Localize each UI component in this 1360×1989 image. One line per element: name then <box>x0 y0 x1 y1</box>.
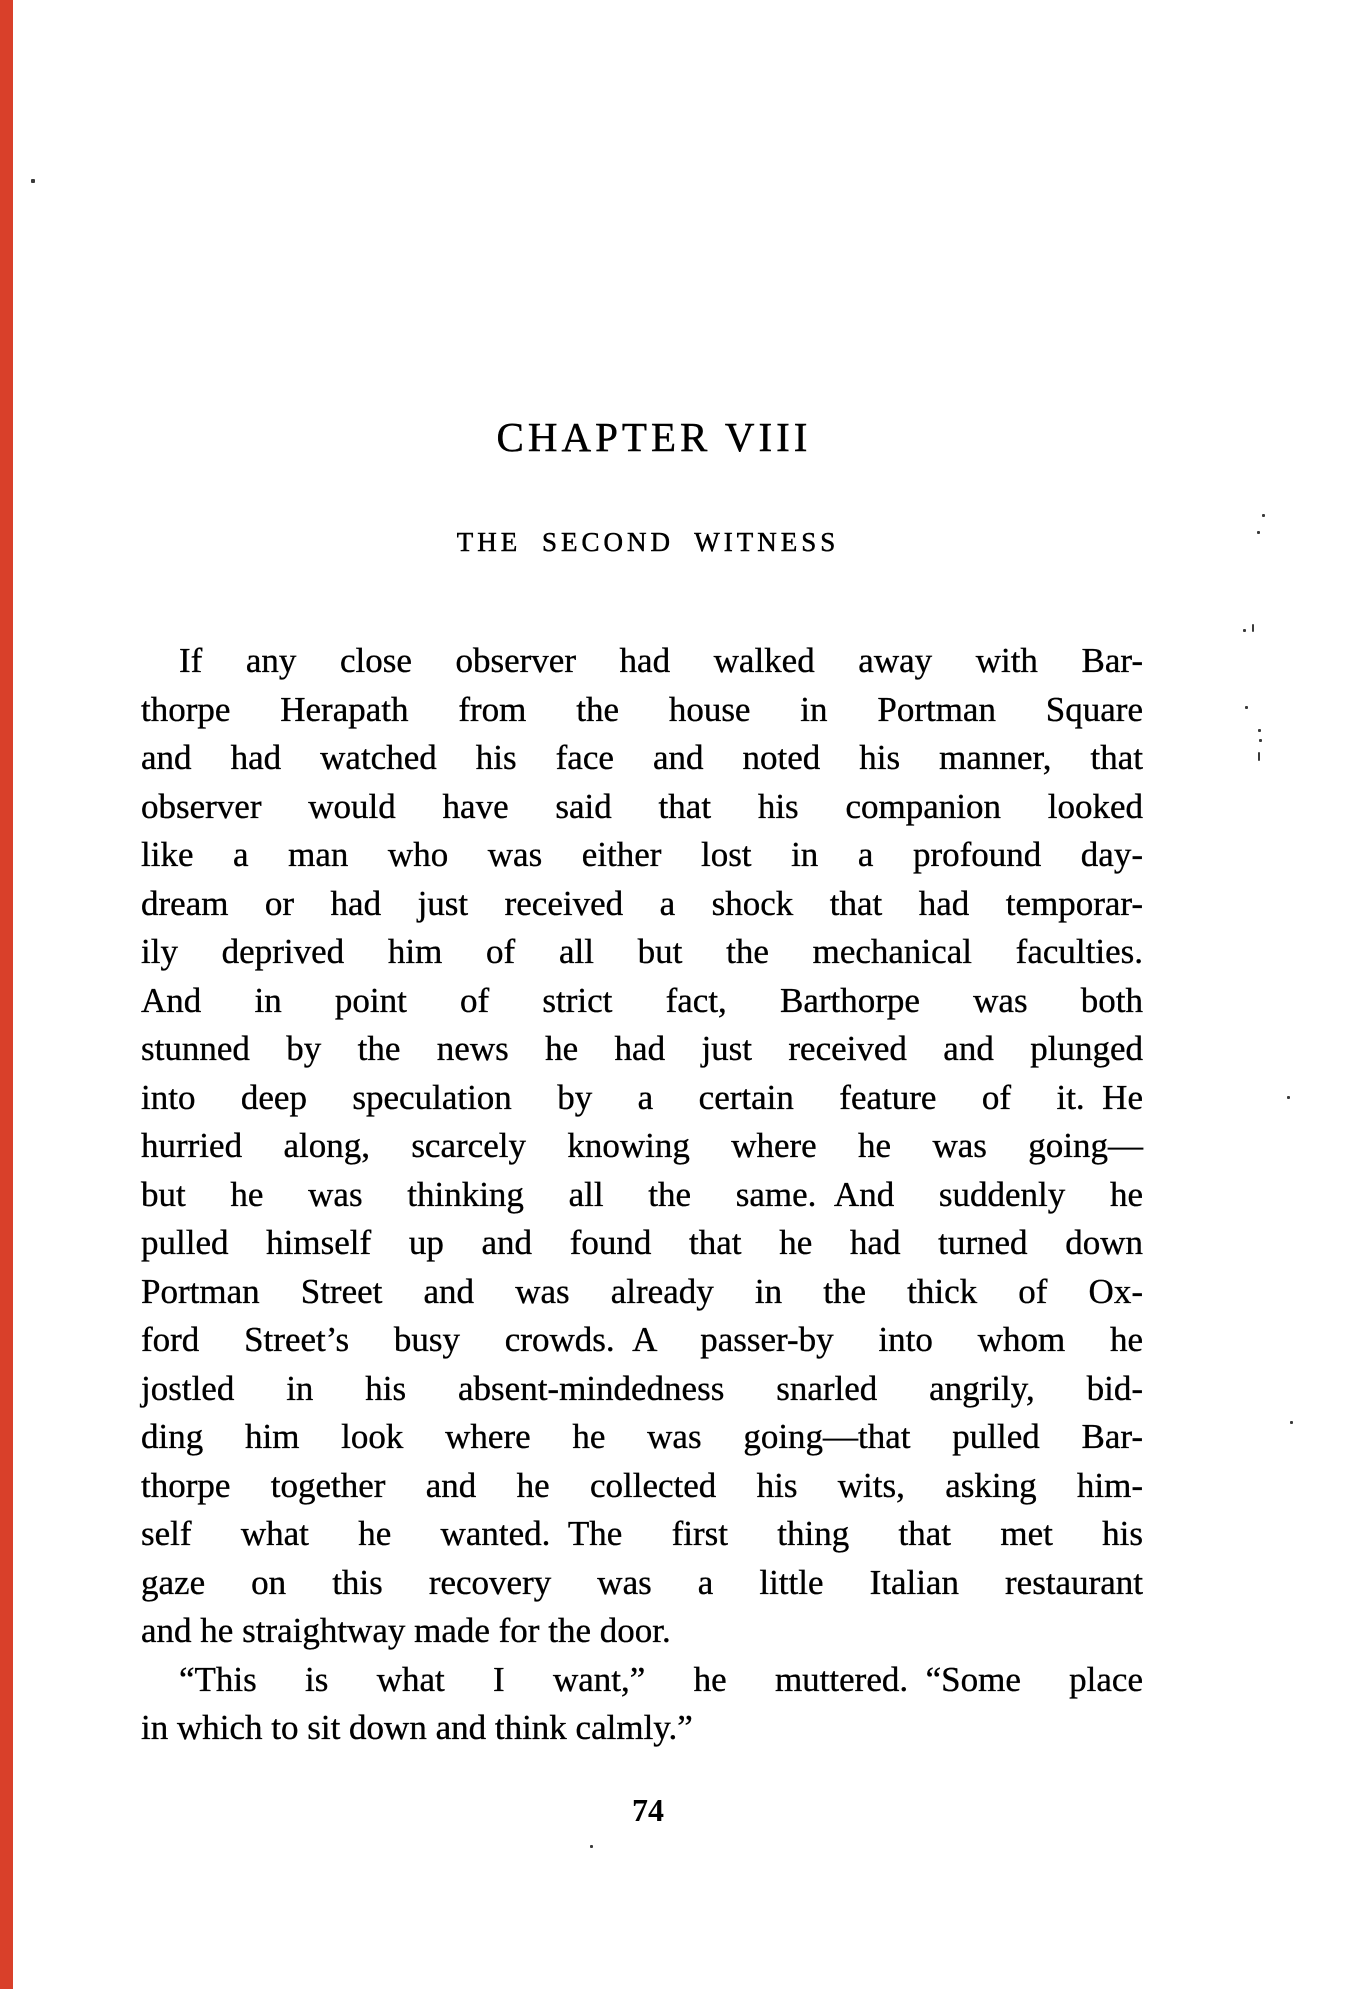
text-line: and he straightway made for the door. <box>141 1611 671 1650</box>
scan-speck <box>1252 624 1254 632</box>
page-number: 74 <box>632 1792 664 1828</box>
text-line: hurried along, scarcely knowing where he was going— <box>141 1126 1143 1165</box>
text-line: stunned by the news he had just received and plunged <box>141 1029 1143 1068</box>
book-edge-stripe <box>0 0 13 1989</box>
scan-speck <box>590 1845 593 1848</box>
scan-speck <box>1257 531 1260 534</box>
text-line: dream or had just received a shock that had temporar- <box>141 883 1143 923</box>
text-line: If any close observer had walked away with Bar- <box>179 641 1143 680</box>
section-title: THE SECOND WITNESS <box>456 527 840 557</box>
scan-speck <box>1258 752 1260 761</box>
scan-speck <box>1243 629 1246 632</box>
text-line: thorpe Herapath from the house in Portman Square <box>141 689 1143 729</box>
text-line: ily deprived him of all but the mechanical faculties. <box>141 932 1143 971</box>
scan-speck <box>1258 729 1261 732</box>
chapter-title: CHAPTER VIII <box>496 414 812 460</box>
scan-speck <box>1245 706 1248 709</box>
text-line: pulled himself up and found that he had turned down <box>141 1223 1143 1262</box>
text-line: like a man who was either lost in a profound day- <box>141 835 1143 874</box>
text-line: gaze on this recovery was a little Italian restaurant <box>141 1562 1143 1602</box>
text-line: Portman Street and was already in the thick of Ox- <box>141 1271 1143 1311</box>
text-line: ford Street’s busy crowds. A passer-by into whom he <box>141 1320 1143 1359</box>
text-line: self what he wanted. The first thing that met his <box>141 1514 1143 1553</box>
text-line: and had watched his face and noted his manner, that <box>141 738 1143 777</box>
paragraph <box>141 1656 1143 1753</box>
scan-speck <box>1290 1421 1293 1424</box>
text-line: in which to sit down and think calmly.” <box>141 1708 693 1747</box>
scan-speck <box>1287 1096 1290 1099</box>
scan-speck <box>1259 739 1262 742</box>
text-line: but he was thinking all the same. And suddenly he <box>141 1174 1143 1214</box>
paragraph <box>141 637 1143 1656</box>
text-line: ding him look where he was going—that pulled Bar- <box>141 1417 1143 1456</box>
body-text <box>141 637 1143 1753</box>
text-line: jostled in his absent-mindedness snarled angrily, bid- <box>141 1368 1143 1408</box>
text-line: thorpe together and he collected his wits, asking him- <box>141 1465 1143 1505</box>
text-line: “This is what I want,” he muttered. “Some place <box>179 1659 1143 1699</box>
text-line: And in point of strict fact, Barthorpe was both <box>141 980 1143 1020</box>
scan-speck <box>31 179 35 183</box>
scan-speck <box>1262 514 1265 517</box>
text-line: observer would have said that his companion looked <box>141 786 1143 826</box>
text-line: into deep speculation by a certain feature of it. He <box>141 1077 1143 1117</box>
